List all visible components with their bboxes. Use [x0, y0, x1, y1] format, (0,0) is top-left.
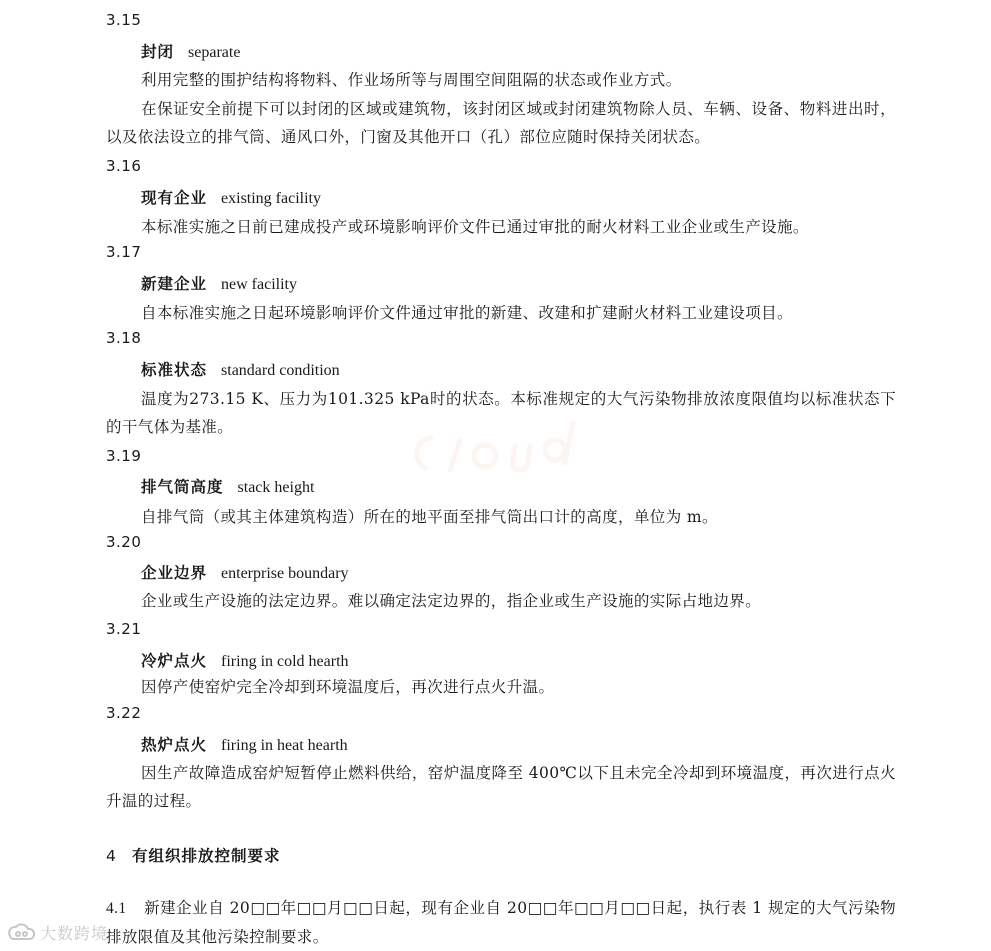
section-heading [106, 845, 281, 867]
entry-number: 3.20 [106, 533, 142, 551]
corner-watermark [6, 919, 108, 945]
logo-icon [6, 921, 36, 943]
term-english: existing facility [221, 190, 321, 207]
entry-number: 3.18 [106, 329, 142, 347]
term-english: firing in cold hearth [221, 653, 349, 670]
entry-definition: 因生产故障造成窑炉短暂停止燃料供给，窑炉温度降至 400℃以下且未完全冷却到环境温度，再次进行点火升温的过程。 [106, 764, 896, 810]
term-chinese: 标准状态 [141, 361, 208, 379]
term-english: stack height [237, 479, 315, 496]
entry-term [141, 187, 321, 210]
term-chinese: 冷炉点火 [141, 652, 208, 670]
entry-number: 3.22 [106, 704, 142, 722]
term-english: enterprise boundary [221, 565, 349, 582]
entry-number: 3.21 [106, 620, 142, 638]
entry-definition: 因停产使窑炉完全冷却到环境温度后，再次进行点火升温。 [141, 678, 555, 696]
clause-paragraph [106, 894, 896, 951]
entry-definition: 自本标准实施之日起环境影响评价文件通过审批的新建、改建和扩建耐火材料工业建设项目。 [141, 304, 793, 322]
entry-number: 3.19 [106, 447, 142, 465]
term-chinese: 企业边界 [141, 564, 208, 582]
entry-definition: 本标准实施之日前已建成投产或环境影响评价文件已通过审批的耐火材料工业企业或生产设施。 [141, 218, 809, 236]
entry-note: 在保证安全前提下可以封闭的区域或建筑物，该封闭区域或封闭建筑物除人员、车辆、设备、物料进出时，以及依法设立的排气筒、通风口外，门窗及其他开口（孔）部位应随时保持关闭状态。 [106, 100, 896, 146]
entry-term [141, 562, 349, 585]
entry-definition: 温度为273.15 K、压力为101.325 kPa时的状态。本标准规定的大气污染物排放浓度限值均以标准状态下的干气体为基准。 [106, 390, 896, 436]
watermark-text: 大数跨境 [40, 923, 109, 943]
term-english: new facility [221, 276, 297, 293]
section-number: 4 [106, 847, 116, 865]
entry-definition: 自排气筒（或其主体建筑构造）所在的地平面至排气筒出口计的高度，单位为 m。 [141, 508, 718, 526]
entry-term [141, 650, 349, 673]
entry-term [141, 41, 240, 64]
term-english: firing in heat hearth [221, 737, 348, 754]
clause-text: 新建企业自 20□□年□□月□□日起，现有企业自 20□□年□□月□□日起，执行表 1 规定的大气污染物排放限值及其他污染控制要求。 [106, 899, 896, 946]
section-title: 有组织排放控制要求 [132, 847, 281, 865]
term-chinese: 现有企业 [141, 189, 208, 207]
term-chinese: 新建企业 [141, 275, 208, 293]
entry-term [141, 476, 314, 499]
entry-number: 3.15 [106, 11, 142, 29]
entry-number: 3.16 [106, 157, 142, 175]
term-chinese: 热炉点火 [141, 736, 208, 754]
entry-definition: 企业或生产设施的法定边界。难以确定法定边界的，指企业或生产设施的实际占地边界。 [141, 592, 762, 610]
entry-definition: 利用完整的围护结构将物料、作业场所等与周围空间阻隔的状态或作业方式。 [141, 71, 682, 89]
entry-number: 3.17 [106, 243, 142, 261]
term-english: standard condition [221, 362, 340, 379]
clause-number: 4.1 [106, 900, 127, 917]
entry-term [141, 734, 348, 757]
entry-term [141, 273, 297, 296]
term-chinese: 封闭 [141, 43, 175, 61]
entry-term [141, 359, 340, 382]
term-english: separate [188, 44, 241, 61]
term-chinese: 排气筒高度 [141, 478, 224, 496]
